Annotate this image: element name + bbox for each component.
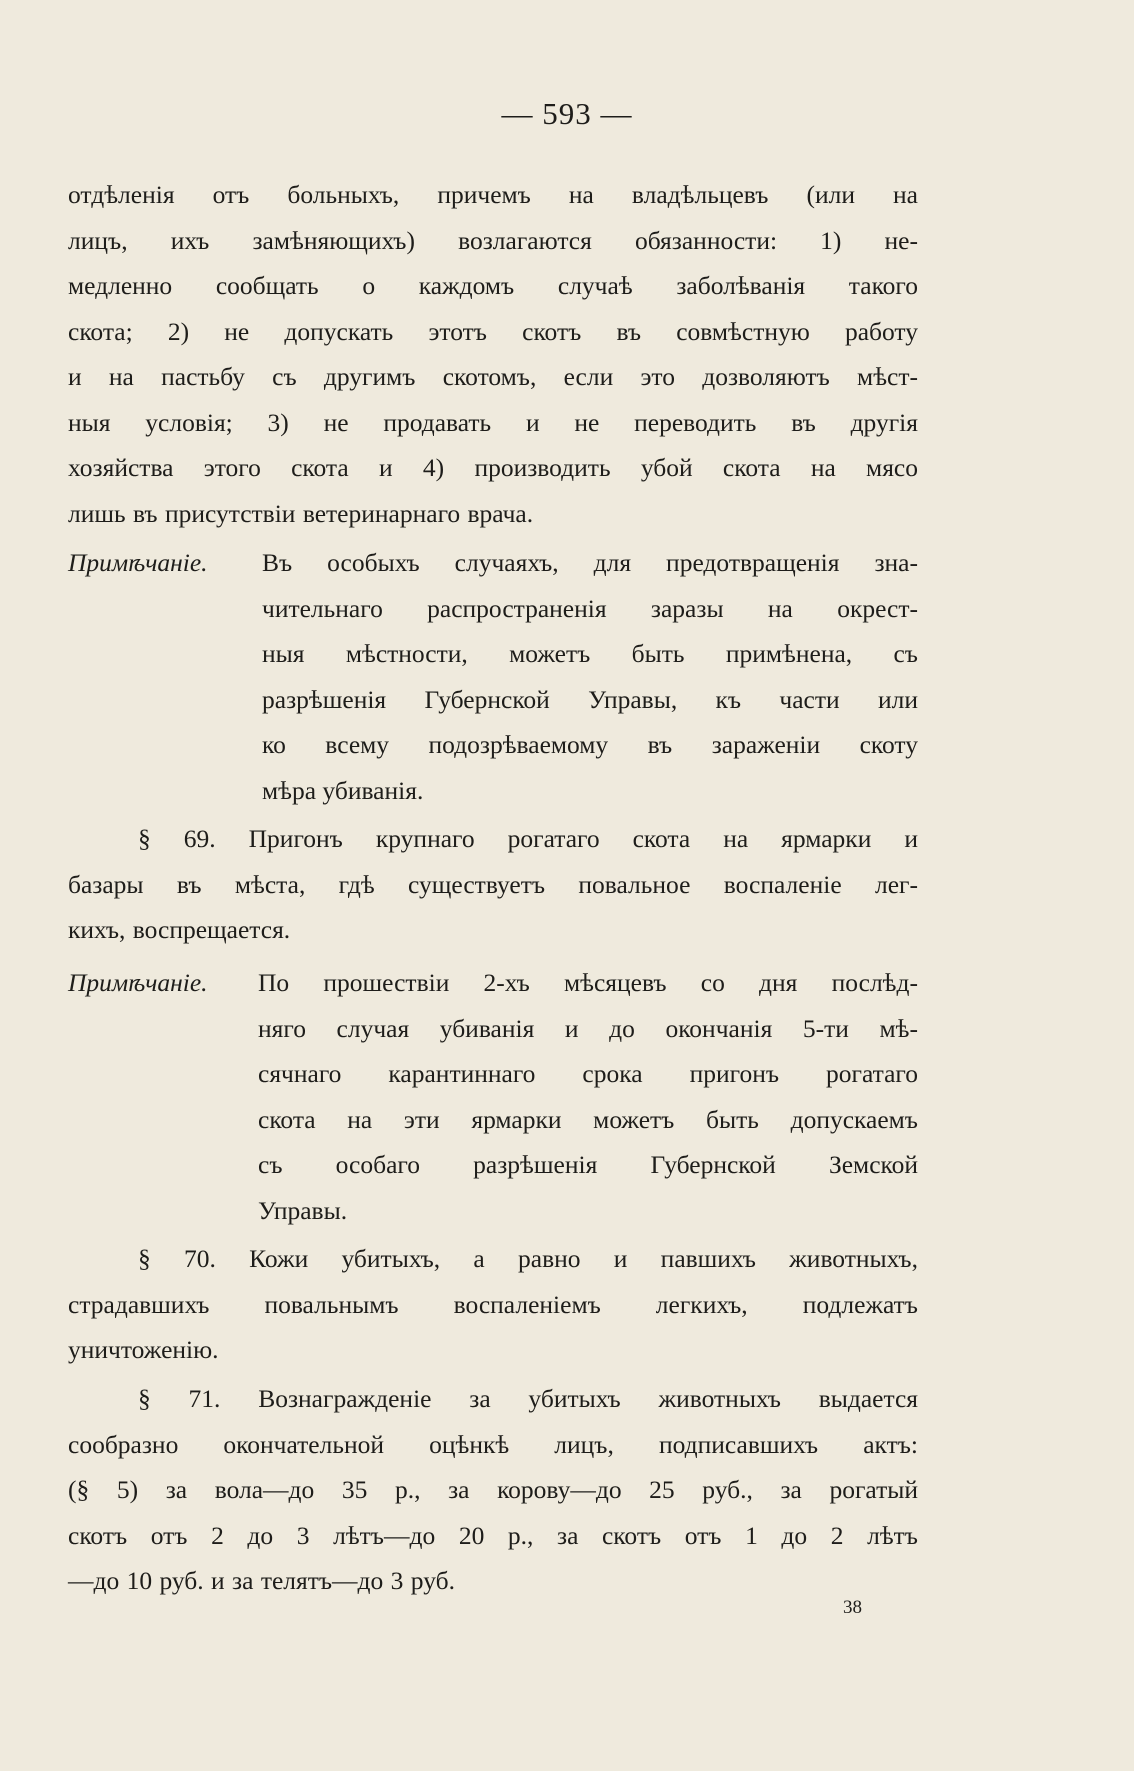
paragraph-71: [68, 1376, 918, 1604]
text-line: страдавшихъ повальнымъ воспаленіемъ легкихъ, подлежатъ: [68, 1289, 918, 1319]
text-line: кихъ, воспрещается.: [68, 915, 291, 944]
text-line: По прошествіи 2-хъ мѣсяцевъ со дня послѣд-: [258, 968, 918, 997]
text-line: медленно сообщать о каждомъ случаѣ заболѣванія такого: [68, 271, 918, 300]
text-line: чительнаго распространенія заразы на окрест-: [262, 593, 918, 623]
note-body: [262, 540, 918, 813]
paragraph-69: [68, 816, 918, 953]
text-line: Въ особыхъ случаяхъ, для предотвращенія зна-: [262, 548, 918, 577]
text-line: разрѣшенія Губернской Управы, къ части или: [262, 684, 918, 714]
text-line: сячнаго карантиннаго срока пригонъ рогатаго: [258, 1059, 918, 1088]
text-line: § 70. Кожи убитыхъ, а равно и павшихъ животныхъ,: [138, 1244, 918, 1273]
text-line: лицъ, ихъ замѣняющихъ) возлагаются обязанности: 1) не-: [68, 225, 918, 255]
text-line: (§ 5) за вола—до 35 р., за корову—до 25 руб., за рогатый: [68, 1475, 918, 1504]
text-line: скотъ отъ 2 до 3 лѣтъ—до 20 р., за скотъ отъ 1 до 2 лѣтъ: [68, 1520, 918, 1550]
text-line: уничтоженію.: [68, 1335, 219, 1364]
text-line: ныя условія; 3) не продавать и не переводить въ другія: [68, 407, 918, 437]
note-body: [258, 960, 918, 1233]
text-line: базары въ мѣста, гдѣ существуетъ повальное воспаленіе лег-: [68, 869, 918, 899]
text-line: мѣра убиванія.: [262, 775, 424, 805]
text-line: скота на эти ярмарки можетъ быть допускаемъ: [258, 1104, 918, 1134]
signature-mark: 38: [843, 1597, 862, 1618]
text-line: ко всему подозрѣваемому въ зараженіи скоту: [262, 730, 918, 759]
text-line: ныя мѣстности, можетъ быть примѣнена, съ: [262, 639, 918, 668]
text-line: § 69. Пригонъ крупнаго рогатаго скота на ярмарки и: [138, 824, 918, 853]
text-line: Управы.: [258, 1195, 348, 1225]
text-line: лишь въ присутствіи ветеринарнаго врача.: [68, 498, 534, 528]
paragraph-70: [68, 1236, 918, 1373]
text-line: скота; 2) не допускать этотъ скотъ въ совмѣстную работу: [68, 316, 918, 346]
text-line: —до 10 руб. и за телятъ—до 3 руб.: [68, 1566, 455, 1595]
text-line: няго случая убиванія и до окончанія 5-ти мѣ-: [258, 1013, 918, 1043]
text-line: съ особаго разрѣшенія Губернской Земской: [258, 1150, 918, 1179]
paragraph-continued: [68, 172, 918, 536]
note-label: Примѣчаніе.: [68, 548, 208, 577]
note-label: Примѣчаніе.: [68, 968, 208, 997]
text-line: и на пастьбу съ другимъ скотомъ, если это дозволяютъ мѣст-: [68, 362, 918, 391]
text-line: отдѣленія отъ больныхъ, причемъ на владѣльцевъ (или на: [68, 180, 918, 209]
text-line: сообразно окончательной оцѣнкѣ лицъ, подписавшихъ актъ:: [68, 1429, 918, 1459]
text-line: § 71. Вознагражденіе за убитыхъ животныхъ выдается: [138, 1384, 918, 1413]
page-number: — 593 —: [501, 96, 633, 131]
text-line: хозяйства этого скота и 4) производить убой скота на мясо: [68, 453, 918, 482]
